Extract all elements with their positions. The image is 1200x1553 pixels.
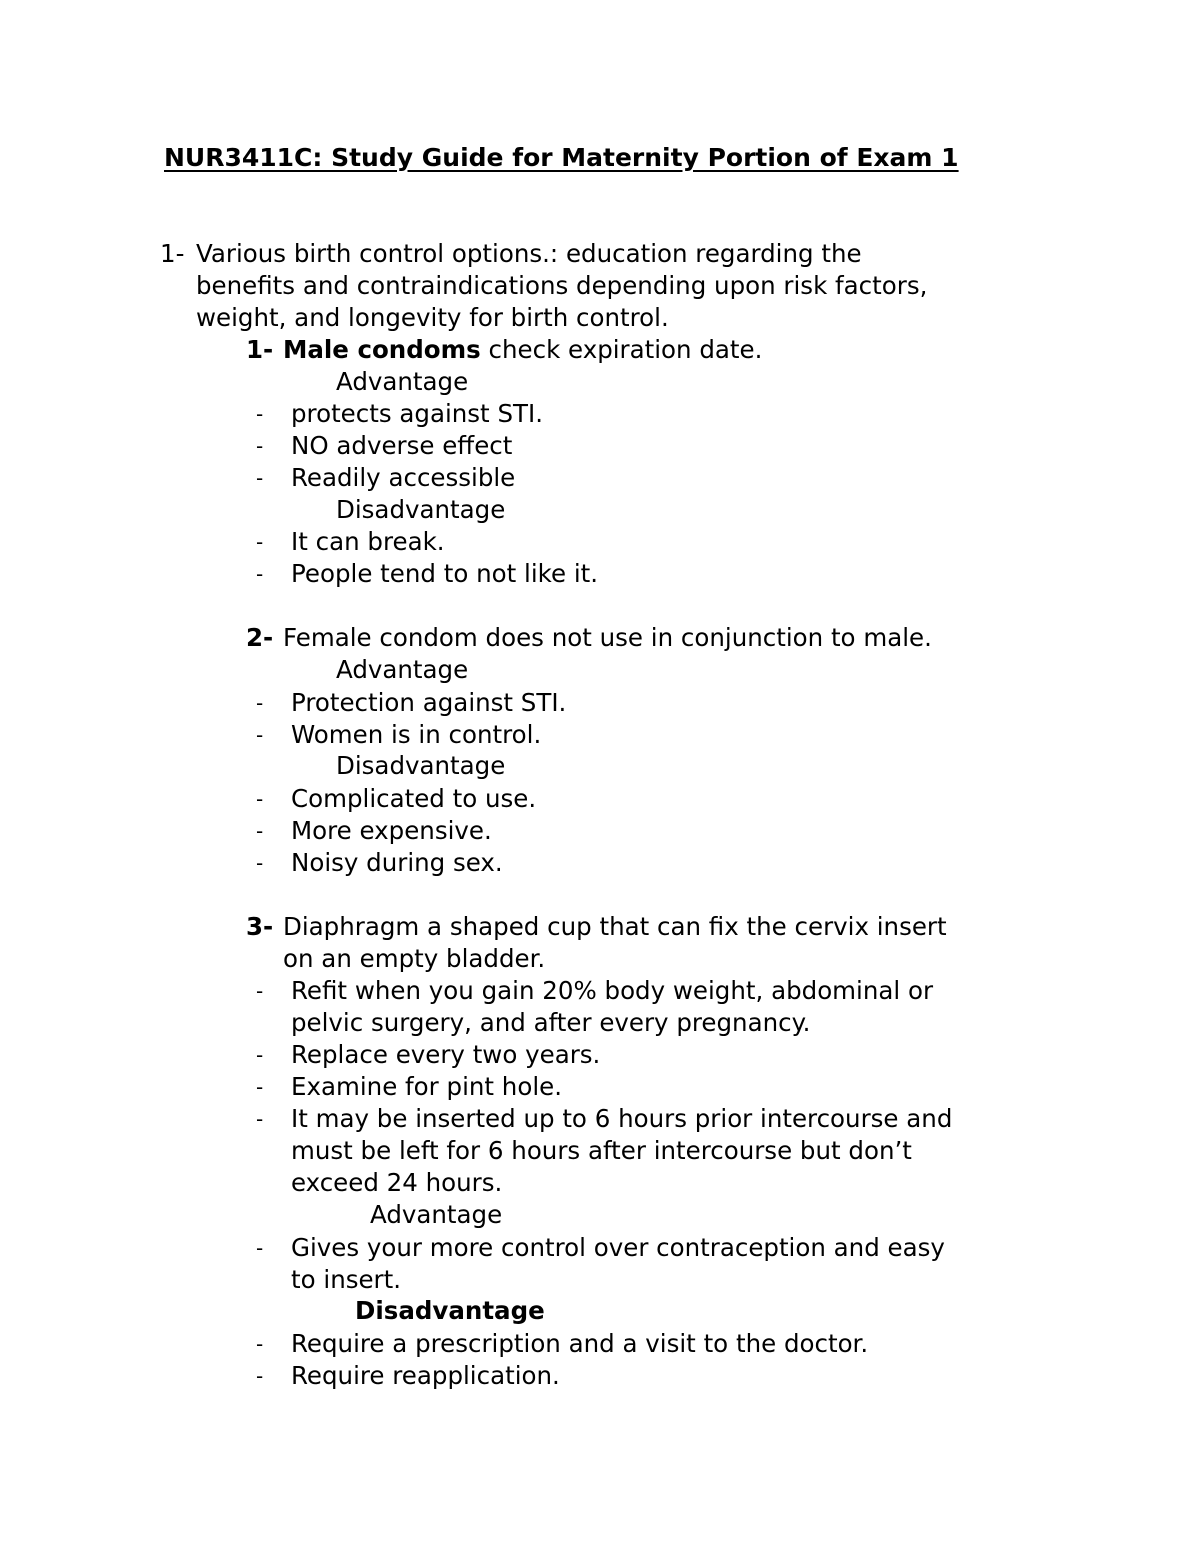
list-item: must be left for 6 hours after intercourse but don’t — [291, 1136, 912, 1165]
advantage-label: Advantage — [336, 655, 469, 684]
list-item: Complicated to use. — [291, 784, 537, 813]
section-heading: Female condom does not use in conjunction to male. — [283, 623, 932, 652]
bullet-dash: - — [256, 434, 264, 458]
advantage-label: Advantage — [336, 367, 469, 396]
list-item: pelvic surgery, and after every pregnancy. — [291, 1008, 811, 1037]
bullet-dash: - — [256, 851, 264, 875]
bullet-dash: - — [256, 1043, 264, 1067]
bullet-dash: - — [256, 979, 264, 1003]
section-number: 1- — [246, 335, 274, 364]
bullet-dash: - — [256, 1364, 264, 1388]
bullet-dash: - — [256, 787, 264, 811]
bullet-dash: - — [256, 691, 264, 715]
list-item: exceed 24 hours. — [291, 1168, 503, 1197]
advantage-label: Advantage — [370, 1200, 503, 1229]
list-item: It can break. — [291, 527, 445, 556]
list-item: Protection against STI. — [291, 688, 567, 717]
page-title: NUR3411C: Study Guide for Maternity Portion of Exam 1 — [164, 143, 959, 172]
list-item: Refit when you gain 20% body weight, abdominal or — [291, 976, 934, 1005]
list-item: Gives your more control over contraception and easy — [291, 1233, 945, 1262]
list-item: Examine for pint hole. — [291, 1072, 562, 1101]
item-number: 1- — [160, 239, 185, 268]
list-item: Women is in control. — [291, 720, 542, 749]
bullet-dash: - — [256, 466, 264, 490]
section-heading — [283, 334, 762, 366]
bullet-dash: - — [256, 1107, 264, 1131]
list-item: More expensive. — [291, 816, 492, 845]
section-number: 3- — [246, 912, 274, 941]
bullet-dash: - — [256, 1332, 264, 1356]
list-item: Require a prescription and a visit to the doctor. — [291, 1329, 869, 1358]
disadvantage-label: Disadvantage — [336, 751, 506, 780]
item-text-line: Various birth control options.: education regarding the — [196, 239, 862, 268]
list-item: Replace every two years. — [291, 1040, 601, 1069]
disadvantage-label: Disadvantage — [355, 1296, 545, 1325]
list-item: NO adverse effect — [291, 431, 513, 460]
bullet-dash: - — [256, 562, 264, 586]
list-item: to insert. — [291, 1265, 402, 1294]
list-item: It may be inserted up to 6 hours prior intercourse and — [291, 1104, 953, 1133]
item-text-line: weight, and longevity for birth control. — [196, 303, 669, 332]
bullet-dash: - — [256, 402, 264, 426]
section-heading-bold: Male condoms — [283, 335, 481, 364]
bullet-dash: - — [256, 819, 264, 843]
list-item: Require reapplication. — [291, 1361, 560, 1390]
disadvantage-label: Disadvantage — [336, 495, 506, 524]
section-heading: Diaphragm a shaped cup that can fix the cervix insert — [283, 912, 947, 941]
list-item: protects against STI. — [291, 399, 543, 428]
list-item: Noisy during sex. — [291, 848, 503, 877]
list-item: Readily accessible — [291, 463, 516, 492]
list-item: People tend to not like it. — [291, 559, 599, 588]
section-heading: on an empty bladder. — [283, 944, 546, 973]
section-heading-rest: check expiration date. — [480, 335, 763, 364]
bullet-dash: - — [256, 1236, 264, 1260]
bullet-dash: - — [256, 723, 264, 747]
bullet-dash: - — [256, 530, 264, 554]
item-text-line: benefits and contraindications depending upon risk factors, — [196, 271, 928, 300]
bullet-dash: - — [256, 1075, 264, 1099]
section-number: 2- — [246, 623, 274, 652]
